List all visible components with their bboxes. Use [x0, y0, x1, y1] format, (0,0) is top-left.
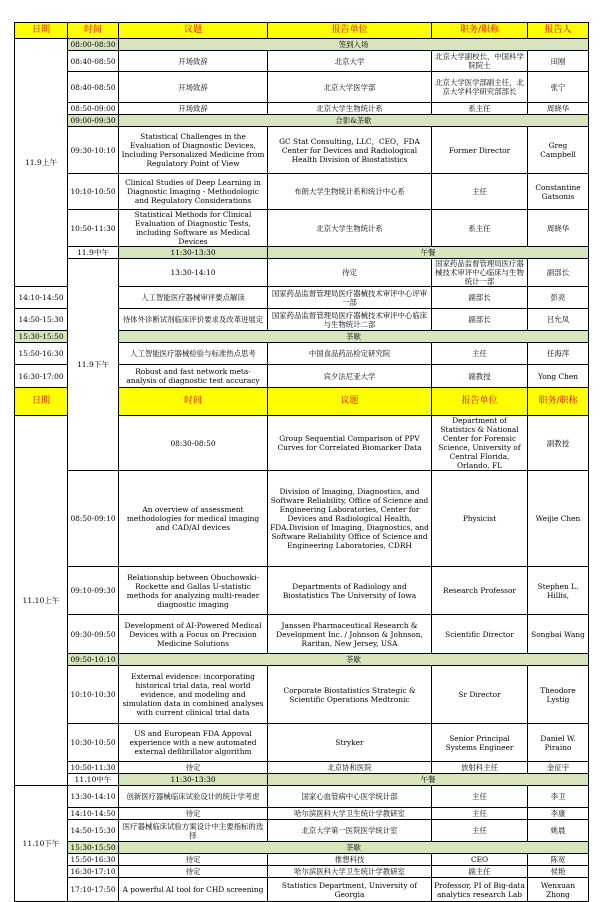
title-cell: 副教授: [528, 416, 589, 471]
speaker-cell: 姚晨: [528, 820, 589, 842]
time-cell: 15:50-16:30: [15, 343, 68, 365]
session-row: [15, 724, 589, 762]
title-cell: 副部长: [432, 309, 528, 331]
unit-cell: 中国食品药品检定研究院: [268, 343, 432, 365]
speaker-cell: 金征宇: [528, 762, 589, 774]
session-row: [15, 567, 589, 615]
time-cell: 13:30-14:10: [68, 786, 119, 808]
speaker-cell: 李卫: [528, 786, 589, 808]
time-cell: 13:30-14:10: [119, 259, 268, 287]
unit-cell: 国家药品监督管理局医疗器械技术审评中心临床与生物统计一部: [432, 259, 528, 287]
topic-cell: 人工智能医疗器械审评要点解读: [119, 287, 268, 309]
unit-cell: Stryker: [268, 724, 432, 762]
topic-cell: 待定: [119, 762, 268, 774]
header-time: 时间: [119, 388, 268, 416]
title-cell: 主任: [432, 808, 528, 820]
speaker-cell: 周晓华: [528, 210, 589, 247]
break-label: 午餐: [268, 774, 589, 786]
topic-cell: External evidence: incorporating historical trial data, real world evidence, and modeling and simulation data in combined analyses with current clinical trial data: [119, 666, 268, 724]
topic-cell: 人工智能医疗器械检验与标准热点思考: [119, 343, 268, 365]
speaker-cell: Stephen L. Hillis,: [528, 567, 589, 615]
break-label: 茶歇: [119, 842, 589, 854]
speaker-cell: 周晓华: [528, 103, 589, 115]
session-row: [15, 72, 589, 103]
header-title: 职务/职称: [432, 23, 528, 39]
break-label: 茶歇: [119, 331, 589, 343]
time-cell: 09:30-09:50: [68, 615, 119, 654]
title-cell: 主任: [432, 343, 528, 365]
header-topic: 议题: [119, 23, 268, 39]
speaker-cell: Greg Campbell: [528, 127, 589, 174]
unit-cell: 国家药品监督管理局医疗器械技术审评中心评审一部: [268, 287, 432, 309]
break-row: [15, 774, 589, 786]
header-speaker: 报告人: [528, 23, 589, 39]
time-cell: 15:30-15:50: [68, 842, 119, 854]
unit-cell: Division of Imaging, Diagnostics, and Software Reliability, Office of Science and Engineering Laboratories, Center for Devices and Radiological Health, FDA.Division of Imaging, Diagnostics, and Software Reliability Office of Science and Engineering Laboratories, CDRH: [268, 471, 432, 567]
speaker-cell: Constantine Gatsonis: [528, 174, 589, 210]
unit-cell: 北京协和医院: [268, 762, 432, 774]
session-row: [15, 174, 589, 210]
title-cell: Sr Director: [432, 666, 528, 724]
time-cell: 10:10-10:30: [68, 666, 119, 724]
break-label: 合影&茶歇: [119, 115, 589, 127]
topic-cell: 开场致辞: [119, 72, 268, 103]
topic-cell: Group Sequential Comparison of PPV Curves for Correlated Biomarker Data: [268, 416, 432, 471]
topic-cell: Development of AI-Powered Medical Devices with a Focus on Precision Medicine Solutions: [119, 615, 268, 654]
time-cell: 11:30-13:30: [119, 247, 268, 259]
break-label: 午餐: [268, 247, 589, 259]
unit-cell: Janssen Pharmaceutical Research & Development Inc. / Johnson & Johnson, Raritan, New Jersey, USA: [268, 615, 432, 654]
header-row: [15, 23, 589, 39]
topic-cell: 待体外诊断试剂临床评价要求及改革进展定: [119, 309, 268, 331]
session-row: [15, 762, 589, 774]
session-row: [15, 866, 589, 878]
time-cell: 09:30-10:10: [68, 127, 119, 174]
topic-cell: Clinical Studies of Deep Learning in Diagnostic Imaging - Methodologic and Regulatory Considerations: [119, 174, 268, 210]
header-date: 日期: [15, 388, 68, 416]
date-cell: 11.9中午: [68, 247, 119, 259]
speaker-cell: Weijie Chen: [528, 471, 589, 567]
session-row: [15, 471, 589, 567]
speaker-cell: 吕允凤: [528, 309, 589, 331]
title-cell: Former Director: [432, 127, 528, 174]
header-title: 职务/职称: [528, 388, 589, 416]
time-cell: 09:10-09:30: [68, 567, 119, 615]
topic-cell: Statistical Methods for Clinical Evaluation of Diagnostic Tests, including Software as Medical Devices: [119, 210, 268, 247]
unit-cell: 北京大学生物统计系: [268, 103, 432, 115]
session-row: [15, 820, 589, 842]
time-cell: 15:30-15:50: [15, 331, 68, 343]
unit-cell: 北京大学生物统计系: [268, 210, 432, 247]
title-cell: 北京大学医学部副主任，北京大学科学研究部部长: [432, 72, 528, 103]
session-row: [15, 854, 589, 866]
header-unit: 报告单位: [432, 388, 528, 416]
speaker-cell: 侯艳: [528, 866, 589, 878]
speaker-cell: 彭亮: [528, 287, 589, 309]
unit-cell: Corporate Biostatistics Strategic & Scientific Operations Medtronic: [268, 666, 432, 724]
speaker-cell: Songbai Wang: [528, 615, 589, 654]
title-cell: 主任: [432, 786, 528, 808]
date-cell: 11.10中午: [68, 774, 119, 786]
time-cell: 17:10-17:50: [68, 878, 119, 902]
title-cell: 北京大学副校长、中国科学院院士: [432, 51, 528, 72]
topic-cell: An overview of assessment methodologies for medical imaging and CAD/AI devices: [119, 471, 268, 567]
session-row: [15, 259, 589, 287]
time-cell: 09:50-10:10: [68, 654, 119, 666]
unit-cell: 宾夕法尼亚大学: [268, 365, 432, 388]
time-cell: 14:50-15:30: [68, 820, 119, 842]
session-row: [15, 615, 589, 654]
unit-cell: Department of Statistics & National Center for Forensic Science, University of Central Florida, Orlando, FL: [432, 416, 528, 471]
session-row: [15, 210, 589, 247]
time-cell: 08:40-08:50: [68, 51, 119, 72]
time-cell: 11:30-13:30: [119, 774, 268, 786]
unit-cell: 国家心血管病中心医学统计部: [268, 786, 432, 808]
session-row: [15, 51, 589, 72]
title-cell: 副教授: [432, 365, 528, 388]
topic-cell: Relationship between Obuchowski-Rockette and Gallas U-statistic methods for analyzing multi-reader diagnostic imaging: [119, 567, 268, 615]
session-row: [15, 878, 589, 902]
break-label: 茶歇: [119, 654, 589, 666]
speaker-cell: Theodore Lystig: [528, 666, 589, 724]
schedule-body: [15, 23, 589, 902]
unit-cell: Statistics Department, University of Georgia: [268, 878, 432, 902]
topic-cell: 开场致辞: [119, 51, 268, 72]
header-unit: 报告单位: [268, 23, 432, 39]
schedule-table: [14, 22, 589, 902]
title-cell: Professor, PI of Big-data analytics research Lab: [432, 878, 528, 902]
unit-cell: 北京大学医学部: [268, 72, 432, 103]
time-cell: 08:40-08:50: [68, 72, 119, 103]
topic-cell: US and European FDA Appoval experience with a new automated external defibrillator algorithm: [119, 724, 268, 762]
unit-cell: 哈尔滨医科大学卫生统计学教研室: [268, 866, 432, 878]
topic-cell: 待定: [119, 866, 268, 878]
time-cell: 10:50-11:30: [68, 762, 119, 774]
date-cell: 11.10上午: [15, 416, 68, 786]
topic-cell: 医疗器械临床试验方案设计中主要指标的选择: [119, 820, 268, 842]
topic-cell: 创新医疗器械临床试验设计的统计学考虑: [119, 786, 268, 808]
speaker-cell: 田刚: [528, 51, 589, 72]
title-cell: Physicist: [432, 471, 528, 567]
time-cell: 10:50-11:30: [68, 210, 119, 247]
break-row: [15, 115, 589, 127]
unit-cell: 哈尔滨医科大学卫生统计学教研室: [268, 808, 432, 820]
topic-cell: 开场致辞: [119, 103, 268, 115]
time-cell: 09:00-09:30: [68, 115, 119, 127]
topic-cell: A powerful AI tool for CHD screening: [119, 878, 268, 902]
session-row: [15, 808, 589, 820]
speaker-cell: 李康: [528, 808, 589, 820]
date-cell: 11.9上午: [15, 39, 68, 287]
time-cell: 14:10-14:50: [68, 808, 119, 820]
speaker-cell: Wenxuan Zhong: [528, 878, 589, 902]
speaker-cell: Daniel W. Piraino: [528, 724, 589, 762]
session-row: [15, 666, 589, 724]
date-cell: 11.10下午: [15, 786, 68, 902]
speaker-cell: 张宁: [528, 72, 589, 103]
time-cell: 15:50-16:30: [68, 854, 119, 866]
time-cell: 08:50-09:00: [68, 103, 119, 115]
speaker-cell: 任海萍: [528, 343, 589, 365]
title-cell: 副部长: [528, 259, 589, 287]
speaker-cell: 陈宽: [528, 854, 589, 866]
break-label: 签到入场: [119, 39, 589, 51]
topic-cell: 待定: [119, 808, 268, 820]
title-cell: Research Professor: [432, 567, 528, 615]
time-cell: 14:50-15:30: [15, 309, 68, 331]
unit-cell: GC Stat Consulting, LLC，CEO，FDA Center for Devices and Radiological Health Division of Biostatistics: [268, 127, 432, 174]
time-cell: 16:30-17:00: [15, 365, 68, 388]
break-row: [15, 39, 589, 51]
topic-cell: 待定: [119, 854, 268, 866]
break-row: [15, 842, 589, 854]
header-time: 时间: [68, 23, 119, 39]
topic-cell: Statistical Challenges in the Evaluation of Diagnostic Devices, Including Personalized Medicine from Regulatory Point of View: [119, 127, 268, 174]
time-cell: 16:30-17:10: [68, 866, 119, 878]
title-cell: 副部长: [432, 287, 528, 309]
break-row: [15, 654, 589, 666]
session-row: [15, 103, 589, 115]
topic-cell: 待定: [268, 259, 432, 287]
time-cell: 10:10-10:50: [68, 174, 119, 210]
break-row: [15, 247, 589, 259]
unit-cell: 国家药品监督管理局医疗器械技术审评中心临床与生物统计二部: [268, 309, 432, 331]
title-cell: 主任: [432, 174, 528, 210]
header-topic: 议题: [268, 388, 432, 416]
date-cell: 11.9下午: [68, 259, 119, 471]
unit-cell: 推想科技: [268, 854, 432, 866]
title-cell: CEO: [432, 854, 528, 866]
title-cell: Senior Principal Systems Engineer: [432, 724, 528, 762]
time-cell: 14:10-14:50: [15, 287, 68, 309]
time-cell: 08:50-09:10: [68, 471, 119, 567]
unit-cell: Departments of Radiology and Biostatistics The University of Iowa: [268, 567, 432, 615]
title-cell: 放射科主任: [432, 762, 528, 774]
time-cell: 08:00-08:30: [68, 39, 119, 51]
title-cell: 系主任: [432, 210, 528, 247]
unit-cell: 北京大学: [268, 51, 432, 72]
time-cell: 10:30-10:50: [68, 724, 119, 762]
title-cell: 主任: [432, 820, 528, 842]
unit-cell: 布朗大学生物统计系和统计中心系: [268, 174, 432, 210]
title-cell: 系主任: [432, 103, 528, 115]
time-cell: 08:30-08:50: [119, 416, 268, 471]
title-cell: Scientific Director: [432, 615, 528, 654]
title-cell: 副主任: [432, 866, 528, 878]
unit-cell: 北京大学第一医院医学统计室: [268, 820, 432, 842]
speaker-cell: Yong Chen: [528, 365, 589, 388]
topic-cell: Robust and fast network meta-analysis of diagnostic test accuracy: [119, 365, 268, 388]
header-date: 日期: [15, 23, 68, 39]
session-row: [15, 786, 589, 808]
session-row: [15, 127, 589, 174]
